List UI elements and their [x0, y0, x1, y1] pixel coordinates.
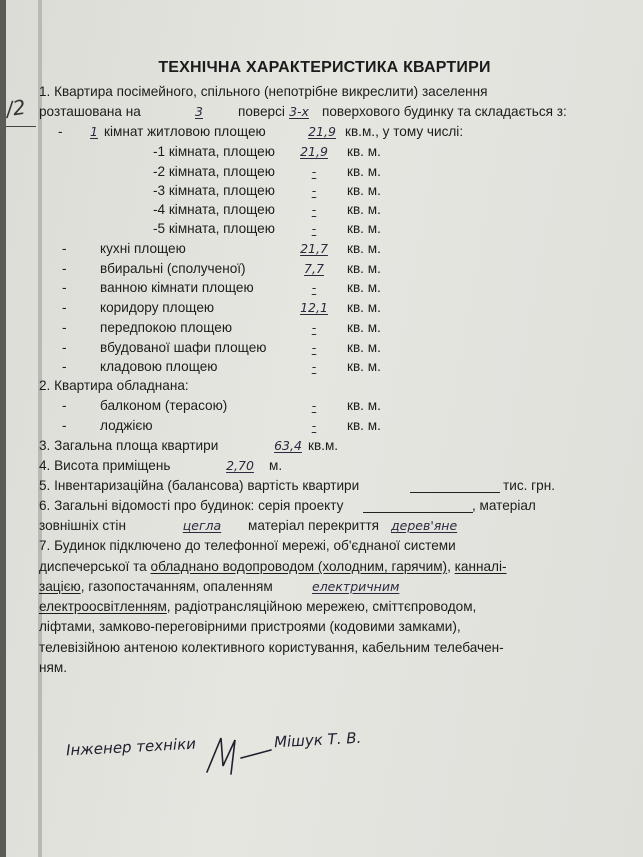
signature-name: Мішук Т. В.	[273, 728, 362, 752]
space-unit: кв. м.	[347, 300, 381, 315]
item7-comma: ,	[447, 559, 451, 574]
space-label: кладовою площею	[100, 359, 218, 374]
room-label: -3 кімната, площею	[153, 183, 275, 198]
item1-line2-a: розташована на	[39, 104, 141, 119]
height-unit: м.	[269, 458, 283, 473]
room-value: -	[311, 221, 317, 236]
item7-line1: 7. Будинок підключено до телефонної мережі, об'єднаної системи	[39, 538, 456, 553]
space-dash: -	[62, 320, 67, 335]
space-value: -	[311, 280, 317, 295]
item7-line3-b: , газопостачанням, опаленням	[80, 579, 273, 594]
floors-material-value: дерев'яне	[391, 518, 458, 533]
living-area-value: 21,9	[308, 124, 336, 139]
space-label: вбудованої шафи площею	[100, 340, 267, 355]
height-label: 4. Висота приміщень	[39, 458, 171, 473]
balcony-label: балконом (терасою)	[100, 398, 228, 413]
item6-line1-end: , матеріал	[472, 498, 536, 513]
item7-water: обладнано водопроводом (холодним, гарячим)	[150, 559, 448, 574]
heating-value: електричним	[312, 579, 400, 594]
item7-lighting: електроосвітленням	[39, 599, 167, 614]
space-unit: кв. м.	[347, 359, 381, 374]
space-value: -	[311, 320, 317, 335]
room-unit: кв. м.	[347, 221, 381, 236]
item6-line1: 6. Загальні відомості про будинок: серія проекту	[39, 498, 344, 513]
value-unit: тис. грн.	[503, 478, 555, 493]
signature-flourish	[201, 728, 273, 780]
item1-line2-c: поверхового будинку та складається з:	[322, 104, 567, 119]
total-area-value: 63,4	[274, 438, 302, 453]
margin-line	[6, 126, 36, 127]
rooms-count-value: 1	[90, 124, 98, 139]
rooms-unit: кв.м., у тому числі:	[345, 124, 464, 139]
space-dash: -	[62, 359, 67, 374]
room-label: -1 кімната, площею	[153, 144, 275, 159]
loggia-value: -	[311, 418, 317, 433]
loggia-label: лоджією	[100, 418, 153, 433]
space-dash: -	[62, 300, 67, 315]
total-area-unit: кв.м.	[308, 438, 339, 453]
space-label: передпокою площею	[100, 320, 233, 335]
floor-value: 3	[195, 104, 203, 119]
value-label: 5. Інвентаризаційна (балансова) вартість квартири	[39, 478, 360, 493]
space-value: 7,7	[304, 261, 324, 276]
item2-heading: 2. Квартира обладнана:	[39, 378, 189, 393]
room-unit: кв. м.	[347, 202, 381, 217]
floors-total-value: 3-х	[289, 104, 309, 119]
room-value: -	[311, 164, 317, 179]
height-value: 2,70	[226, 458, 254, 473]
space-dash: -	[62, 241, 67, 256]
space-dash: -	[62, 340, 67, 355]
space-unit: кв. м.	[347, 340, 381, 355]
space-label: кухні площею	[100, 241, 186, 256]
space-label: коридору площею	[100, 300, 215, 315]
space-value: 12,1	[300, 300, 328, 315]
space-dash: -	[62, 280, 67, 295]
page-fold-shadow	[38, 0, 42, 857]
item7-line7: ням.	[39, 660, 67, 675]
series-blank-line	[363, 512, 473, 513]
item7-line5: ліфтами, замково-переговірними пристроями (кодовими замками),	[39, 619, 461, 634]
room-unit: кв. м.	[347, 164, 381, 179]
item6-line2-a: зовнішніх стін	[39, 518, 126, 533]
balcony-value: -	[311, 398, 317, 413]
walls-material-value: цегла	[182, 518, 222, 533]
item6-line2-b: матеріал перекриття	[248, 518, 380, 533]
rooms-label: кімнат житловою площею	[104, 124, 266, 139]
item7-line4-b: , радіотрансляційною мережею, сміттєпроводом,	[166, 599, 477, 614]
space-dash: -	[62, 261, 67, 276]
equip-dash: -	[62, 398, 67, 413]
space-unit: кв. м.	[347, 241, 381, 256]
item7-line3	[39, 579, 273, 594]
signature-title: Інженер техніки	[65, 734, 197, 760]
document-title: ТЕХНІЧНА ХАРАКТЕРИСТИКА КВАРТИРИ	[158, 59, 491, 76]
room-label: -2 кімната, площею	[153, 164, 275, 179]
value-blank-line	[410, 492, 500, 493]
room-value: 21,9	[300, 144, 328, 159]
space-value: 21,7	[300, 241, 328, 256]
loggia-unit: кв. м.	[347, 418, 381, 433]
room-label: -5 кімната, площею	[153, 221, 275, 236]
room-unit: кв. м.	[347, 144, 381, 159]
room-value: -	[311, 202, 317, 217]
space-label: ванною кімнати площею	[100, 280, 254, 295]
rooms-dash: -	[58, 124, 63, 139]
item1-line1: 1. Квартира посімейного, спільного (непотрібне викреслити) заселення	[39, 84, 488, 99]
item1-line2-b: поверсі	[238, 104, 285, 119]
room-label: -4 кімната, площею	[153, 202, 275, 217]
equip-dash: -	[62, 418, 67, 433]
item7-line2-a: диспечерської та	[39, 559, 147, 574]
item7-line4	[39, 599, 476, 614]
document-page	[6, 0, 643, 857]
space-unit: кв. м.	[347, 261, 381, 276]
item7-sewer-end: зацією	[39, 579, 81, 594]
space-value: -	[311, 359, 317, 374]
room-value: -	[311, 183, 317, 198]
item7-line6: телевізійною антеною колективного користування, кабельним телебачен-	[39, 640, 504, 655]
balcony-unit: кв. м.	[347, 398, 381, 413]
item7-line2	[39, 559, 507, 574]
space-value: -	[311, 340, 317, 355]
total-area-label: 3. Загальна площа квартири	[39, 438, 219, 453]
margin-page-number: /2	[4, 94, 28, 122]
space-unit: кв. м.	[347, 320, 381, 335]
room-unit: кв. м.	[347, 183, 381, 198]
item7-sewer-start: канналі-	[454, 559, 507, 574]
space-unit: кв. м.	[347, 280, 381, 295]
space-label: вбиральні (сполученої)	[100, 261, 246, 276]
